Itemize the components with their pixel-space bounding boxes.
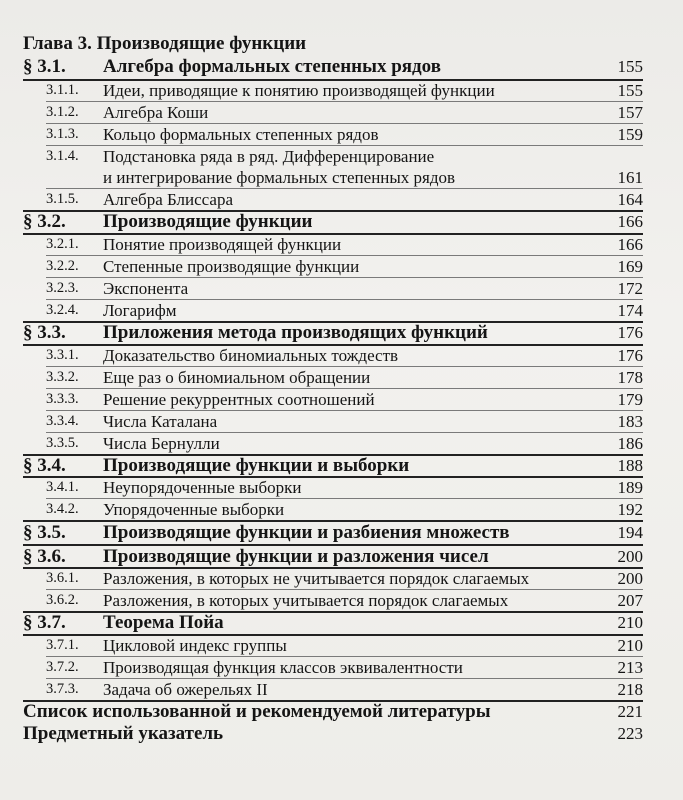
subsection-page: 178 <box>617 368 643 387</box>
subsection-title: Степенные производящие функции <box>103 257 360 276</box>
subsection-number: 3.6.1. <box>46 570 79 586</box>
subsection-number: 3.7.2. <box>46 659 79 675</box>
subsection-number: 3.7.1. <box>46 637 79 653</box>
subsection-title: Задача об ожерельях II <box>103 680 268 699</box>
subsection-title: Алгебра Коши <box>103 103 209 122</box>
subsection-page: 189 <box>617 478 643 497</box>
section-title: Производящие функции и разложения чисел <box>103 546 489 567</box>
subsection-page: 169 <box>617 257 643 276</box>
subsection-number: 3.1.3. <box>46 126 79 142</box>
subsection-page: 213 <box>617 658 643 677</box>
subsection-number: 3.2.2. <box>46 258 79 274</box>
subsection-page: 207 <box>617 591 643 610</box>
subsection-title: Экспонента <box>103 279 189 298</box>
subsection-page: 200 <box>617 569 643 588</box>
section-title: Производящие функции и выборки <box>103 455 410 476</box>
toc-subsection[interactable] <box>0 411 683 432</box>
toc-subsection[interactable] <box>0 590 683 611</box>
section-page: 210 <box>617 613 643 632</box>
section-title: Теорема Пойа <box>103 612 224 633</box>
subsection-number: 3.4.2. <box>46 501 79 517</box>
section-page: 194 <box>617 523 643 542</box>
toc-subsection[interactable] <box>0 278 683 299</box>
subsection-number: 3.2.4. <box>46 302 79 318</box>
subsection-page: 176 <box>617 346 643 365</box>
subsection-number: 3.3.1. <box>46 347 79 363</box>
toc-subsection[interactable] <box>0 635 683 656</box>
toc-subsection[interactable] <box>0 679 683 700</box>
toc-section[interactable] <box>0 522 683 543</box>
entry-title: Список использованной и рекомендуемой литературы <box>23 701 491 722</box>
section-number: § 3.7. <box>23 612 66 633</box>
section-title: Алгебра формальных степенных рядов <box>103 56 441 77</box>
section-number: § 3.4. <box>23 455 66 476</box>
toc-subsection[interactable] <box>0 499 683 520</box>
toc-subsection[interactable] <box>0 477 683 498</box>
subsection-title: Решение рекуррентных соотношений <box>103 390 375 409</box>
subsection-title: Упорядоченные выборки <box>103 500 285 519</box>
subsection-page: 174 <box>617 301 643 320</box>
toc-section[interactable] <box>0 322 683 343</box>
subsection-number: 3.3.2. <box>46 369 79 385</box>
subsection-number: 3.1.5. <box>46 191 79 207</box>
toc-subsection[interactable] <box>0 389 683 410</box>
subsection-page: 157 <box>617 103 643 122</box>
section-title: Приложения метода производящих функций <box>103 322 488 343</box>
section-page: 166 <box>617 212 643 231</box>
subsection-page: 155 <box>617 81 643 100</box>
toc-section[interactable] <box>0 546 683 567</box>
subsection-title: Алгебра Блиссара <box>103 190 234 209</box>
entry-page: 223 <box>617 724 643 743</box>
toc-subsection[interactable] <box>0 256 683 277</box>
toc-subsection[interactable] <box>0 568 683 589</box>
subsection-title: Еще раз о биномиальном обращении <box>103 368 371 387</box>
subsection-number: 3.3.5. <box>46 435 79 451</box>
toc-subsection[interactable] <box>0 80 683 101</box>
toc-subsection[interactable] <box>0 234 683 255</box>
subsection-title: Разложения, в которых учитывается порядок слагаемых <box>103 591 509 610</box>
subsection-title: Цикловой индекс группы <box>103 636 287 655</box>
subsection-title: Кольцо формальных степенных рядов <box>103 125 379 144</box>
subsection-number: 3.1.1. <box>46 82 79 98</box>
subsection-page: 161 <box>617 168 643 187</box>
toc-subsection[interactable] <box>0 433 683 454</box>
subsection-number: 3.1.4. <box>46 148 79 164</box>
section-title: Производящие функции <box>103 211 313 232</box>
subsection-number: 3.6.2. <box>46 592 79 608</box>
section-number: § 3.2. <box>23 211 66 232</box>
subsection-number: 3.2.1. <box>46 236 79 252</box>
subsection-page: 210 <box>617 636 643 655</box>
subsection-number: 3.3.4. <box>46 413 79 429</box>
section-number: § 3.5. <box>23 522 66 543</box>
subsection-title: Неупорядоченные выборки <box>103 478 302 497</box>
subsection-page: 164 <box>617 190 643 209</box>
subsection-title: Доказательство биномиальных тождеств <box>103 346 399 365</box>
toc-subsection[interactable] <box>0 124 683 145</box>
section-page: 188 <box>617 456 643 475</box>
subsection-number: 3.7.3. <box>46 681 79 697</box>
subsection-title: Разложения, в которых не учитывается порядок слагаемых <box>103 569 530 588</box>
subsection-number: 3.2.3. <box>46 280 79 296</box>
subsection-page: 183 <box>617 412 643 431</box>
subsection-title: Числа Каталана <box>103 412 218 431</box>
toc-subsection[interactable] <box>0 345 683 366</box>
subsection-title: Числа Бернулли <box>103 434 220 453</box>
toc-section[interactable] <box>0 455 683 476</box>
section-number: § 3.6. <box>23 546 66 567</box>
toc-bibliography[interactable] <box>0 701 683 722</box>
subsection-page: 166 <box>617 235 643 254</box>
toc-section[interactable] <box>0 612 683 633</box>
subsection-number: 3.4.1. <box>46 479 79 495</box>
subsection-title: Подстановка ряда в ряд. Дифференцирование <box>103 147 435 166</box>
subsection-page: 159 <box>617 125 643 144</box>
subsection-page: 218 <box>617 680 643 699</box>
subsection-page: 172 <box>617 279 643 298</box>
section-page: 155 <box>617 57 643 76</box>
section-page: 200 <box>617 547 643 566</box>
section-title: Производящие функции и разбиения множеств <box>103 522 510 543</box>
toc-subsection[interactable] <box>0 146 683 188</box>
section-number: § 3.3. <box>23 322 66 343</box>
subsection-title: Идеи, приводящие к понятию производящей функции <box>103 81 495 100</box>
toc-subsection[interactable] <box>0 102 683 123</box>
subsection-number: 3.1.2. <box>46 104 79 120</box>
toc-subsection[interactable] <box>0 300 683 321</box>
chapter-title: Глава 3. Производящие функции <box>23 33 307 54</box>
subsection-page: 186 <box>617 434 643 453</box>
entry-page: 221 <box>617 702 643 721</box>
toc-subsection[interactable] <box>0 189 683 210</box>
subsection-title: Производящая функция классов эквивалентности <box>103 658 463 677</box>
subsection-title-continued: и интегрирование формальных степенных рядов <box>103 168 456 187</box>
section-number: § 3.1. <box>23 56 66 77</box>
subsection-title: Понятие производящей функции <box>103 235 342 254</box>
subsection-page: 192 <box>617 500 643 519</box>
subsection-number: 3.3.3. <box>46 391 79 407</box>
entry-title: Предметный указатель <box>23 723 224 744</box>
toc-subsection[interactable] <box>0 657 683 678</box>
toc-section[interactable] <box>0 211 683 232</box>
subsection-page: 179 <box>617 390 643 409</box>
chapter-heading <box>0 33 683 54</box>
toc-section[interactable] <box>0 56 683 77</box>
toc-subsection[interactable] <box>0 367 683 388</box>
subsection-title: Логарифм <box>103 301 177 320</box>
toc-subject-index[interactable] <box>0 723 683 744</box>
section-page: 176 <box>617 323 643 342</box>
